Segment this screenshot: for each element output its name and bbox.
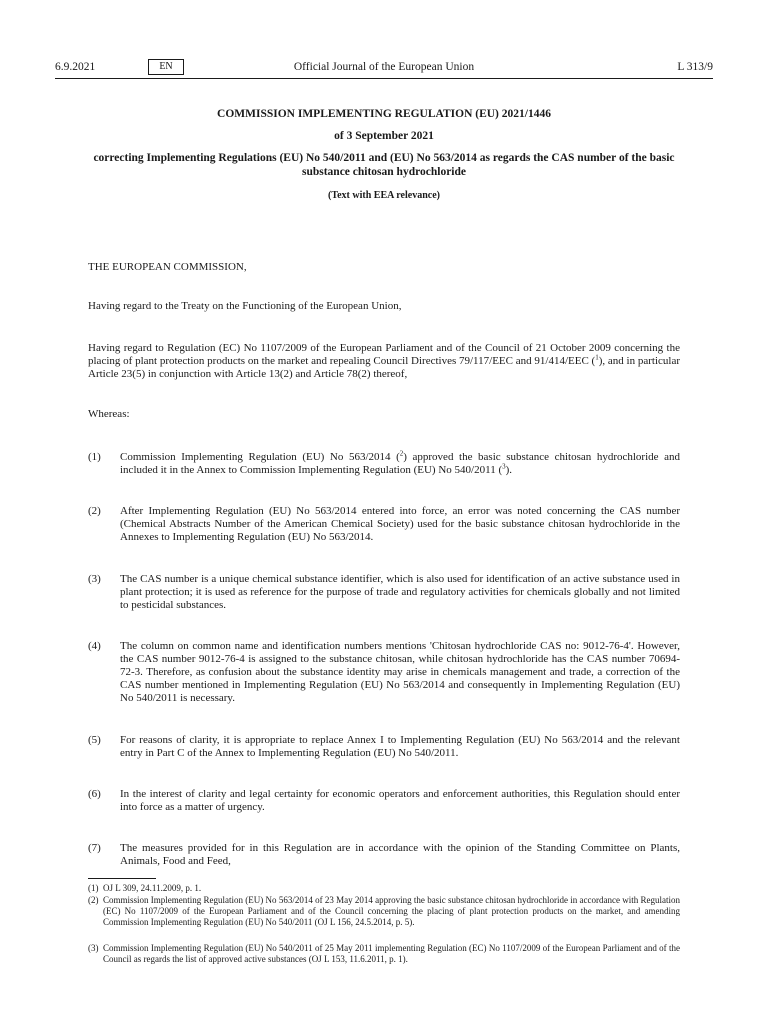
recital (88, 573, 680, 612)
recital-number: (4) (88, 640, 101, 652)
recital (88, 451, 680, 477)
recital-number: (2) (88, 505, 101, 517)
footnote-mark: (1) (88, 883, 99, 893)
page-reference: L 313/9 (677, 61, 713, 73)
recital (88, 640, 680, 705)
citation-text-a: Having regard to Regulation (EC) No 1107/2009 of the European Parliament and of the Council of 21 October 2009 concerning the placing of plant protection products on the market and repealing Council Directives 79/117/EEC and 91/414/EEC ( (88, 342, 680, 367)
footnote (88, 883, 680, 894)
regulation-number: COMMISSION IMPLEMENTING REGULATION (EU) 2021/1446 (217, 108, 551, 120)
recital-number: (7) (88, 842, 101, 854)
footnote-ref-3[interactable]: 3 (502, 462, 506, 471)
recital-text (120, 451, 680, 477)
regulation-subject: correcting Implementing Regulations (EU) No 540/2011 and (EU) No 563/2014 as regards the CAS number of the basic substance chitosan hydrochloride (93, 152, 675, 178)
footnote-ref-2[interactable]: 2 (399, 449, 404, 458)
whereas-heading: Whereas: (88, 408, 130, 420)
recital-text-c: ). (505, 464, 513, 476)
recital (88, 842, 680, 868)
recital-text: After Implementing Regulation (EU) No 563/2014 entered into force, an error was noted concerning the CAS number (Chemical Abstracts Number of the American Chemical Society) used for the basic substance chitosan hydrochloride in the Annexes to Implementing Regulation (EU) No 563/2014. (120, 505, 680, 543)
footnote-mark: (2) (88, 895, 99, 905)
recital-text: In the interest of clarity and legal certainty for economic operators and enforcement authorities, this Regulation should enter into force as a matter of urgency. (120, 788, 680, 813)
recital-number: (1) (88, 451, 101, 463)
footnote (88, 943, 680, 965)
footnote-ref-1[interactable]: 1 (595, 353, 599, 362)
footnote-text: OJ L 309, 24.11.2009, p. 1. (103, 883, 202, 893)
publication-date: 6.9.2021 (55, 61, 96, 73)
recital-number: (6) (88, 788, 101, 800)
header-divider (55, 78, 713, 79)
footnote-text: Commission Implementing Regulation (EU) No 540/2011 of 25 May 2011 implementing Regulation (EC) No 1107/2009 of the European Parliament and of the Council as regards the list of approved active substances (OJ L 153, 11.6.2011, p. 1). (103, 943, 680, 964)
recital (88, 734, 680, 760)
journal-title: Official Journal of the European Union (293, 61, 475, 73)
commission-heading: THE EUROPEAN COMMISSION, (88, 261, 247, 273)
recital-number: (3) (88, 573, 101, 585)
footnote-text: Commission Implementing Regulation (EU) No 563/2014 of 23 May 2014 approving the basic substance chitosan hydrochloride in accordance with Regulation (EC) No 1107/2009 of the European Parliament and of the Council concerning the placing of plant protection products on the market, and amending Commission Implementing Regulation (EU) No 540/2011 (OJ L 156, 24.5.2014, p. 5). (103, 895, 680, 927)
recital (88, 505, 680, 544)
journal-header (55, 60, 713, 78)
footnote-mark: (3) (88, 943, 99, 953)
recital-text-a: Commission Implementing Regulation (EU) No 563/2014 ( (120, 451, 400, 463)
treaty-citation: Having regard to the Treaty on the Functioning of the European Union, (88, 300, 402, 312)
eea-relevance: (Text with EEA relevance) (328, 190, 440, 201)
recital-text: The measures provided for in this Regulation are in accordance with the opinion of the Standing Committee on Plants, Animals, Food and Feed, (120, 842, 680, 867)
language-badge: EN (148, 59, 184, 75)
citation-text-b: ), and in particular Article 23(5) in conjunction with Article 13(2) and Article 78(2) thereof, (88, 355, 680, 380)
regulation-title (88, 107, 680, 202)
footnote-divider (88, 878, 156, 879)
recital-number: (5) (88, 734, 101, 746)
regulation-date: of 3 September 2021 (334, 130, 434, 142)
recital-text: The CAS number is a unique chemical substance identifier, which is also used for identification of an active substance used in plant protection; it is used as reference for the purpose of trade and regulatory activities for chemicals globally and not limited to pesticidal substances. (120, 573, 680, 611)
regulation-citation (88, 342, 680, 381)
recital-text-b: ) approved the basic substance chitosan hydrochloride and included it in the Annex to Commission Implementing Regulation (EU) No 540/2011 ( (120, 451, 680, 476)
recital-text: The column on common name and identification numbers mentions 'Chitosan hydrochloride CAS no: 9012-76-4'. However, the CAS number 9012-76-4 is assigned to the substance chitosan, while chitosan hydrochloride has the CAS number 70694-72-3. Therefore, as confusion about the substance identity may arise in chemicals management and trade, a correction of the CAS number mentioned in Implementing Regulation (EU) No 563/2014 and consequently in Implementing Regulation (EU) No 540/2011 is necessary. (120, 640, 680, 704)
recital-text: For reasons of clarity, it is appropriate to replace Annex I to Implementing Regulation (EU) No 563/2014 and the relevant entry in Part C of the Annex to Implementing Regulation (EU) No 540/2011. (120, 734, 680, 759)
footnote (88, 895, 680, 928)
recital (88, 788, 680, 814)
